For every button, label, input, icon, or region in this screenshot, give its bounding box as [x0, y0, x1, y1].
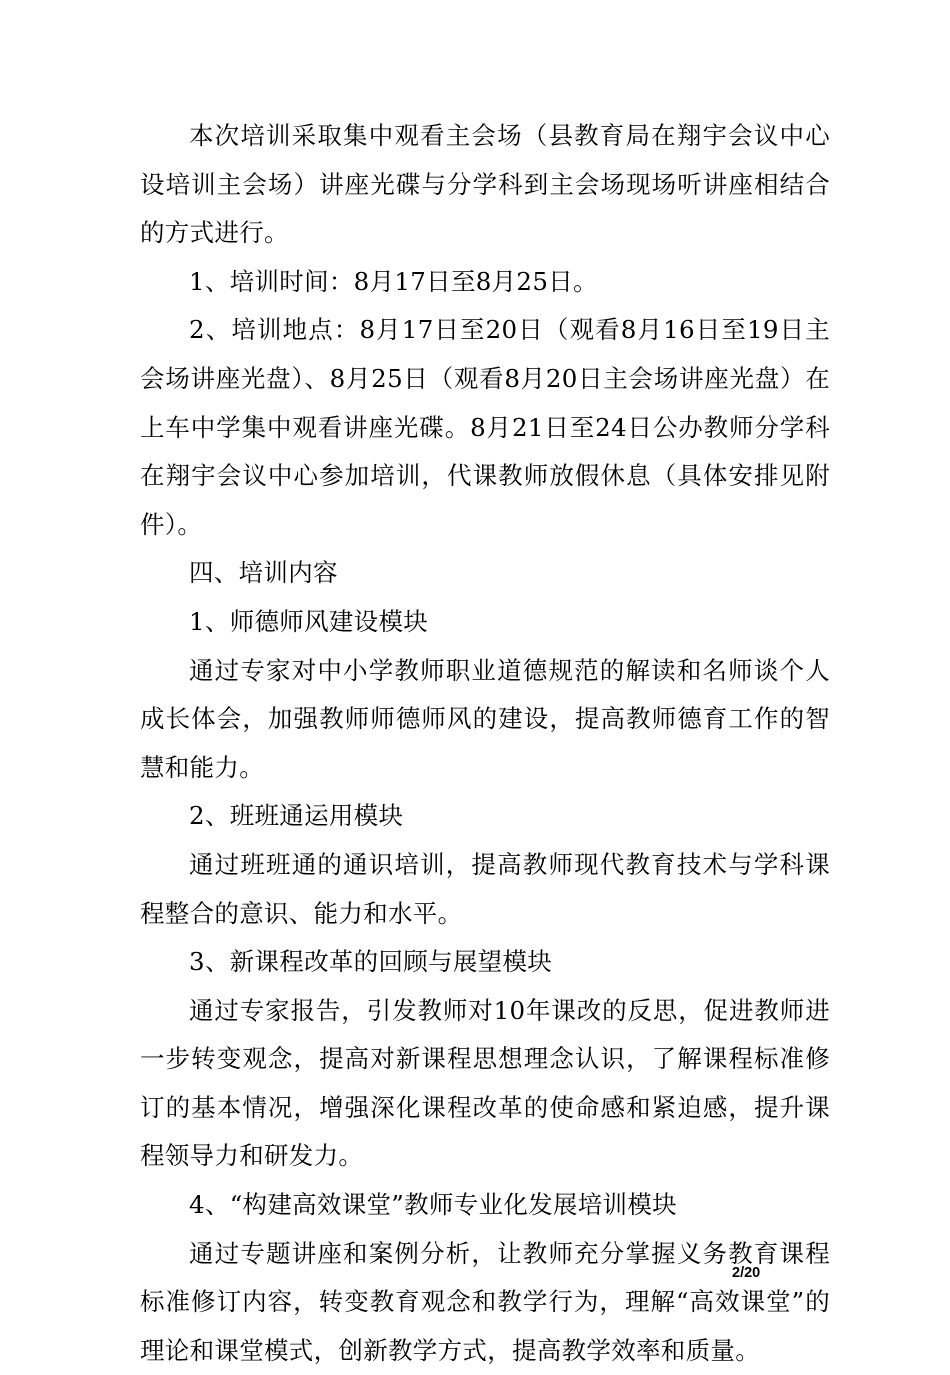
- paragraph-training-time: 1、培训时间：8月17日至8月25日。: [189, 266, 598, 296]
- module-heading-banbantong: 2、班班通运用模块: [189, 801, 404, 831]
- paragraph-banbantong-module: 通过班班通的通识培训，提高教师现代教育技术与学科课程整合的意识、能力和水平。: [140, 849, 830, 928]
- paragraph-training-location: 2、培训地点：8月17日至20日（观看8月16日至19日主会场讲座光盘）、8月25日（观看8月20日主会场讲座光盘）在上车中学集中观看讲座光碟。8月21日至24日公办教师分学科在翔宇会议中心参加培训，代课教师放假休息（具体安排见附件）。: [140, 315, 830, 539]
- page-number: 2/20: [732, 1265, 761, 1281]
- paragraph-efficient-classroom-module: 通过专题讲座和案例分析，让教师充分掌握义务教育课程标准修订内容，转变教育观念和教学行为，理解“高效课堂”的理论和课堂模式，创新教学方式，提高教学效率和质量。: [140, 1238, 830, 1365]
- paragraph-curriculum-reform-module: 通过专家报告，引发教师对10年课改的反思，促进教师进一步转变观念，提高对新课程思想理念认识，了解课程标准修订的基本情况，增强深化课程改革的使命感和紧迫感，提升课程领导力和研发力。: [140, 995, 830, 1171]
- section-heading-training-content: 四、培训内容: [189, 558, 338, 588]
- paragraph-ethics-module: 通过专家对中小学教师职业道德规范的解读和名师谈个人成长体会，加强教师师德师风的建设，提高教师德育工作的智慧和能力。: [140, 655, 830, 782]
- module-heading-curriculum-reform: 3、新课程改革的回顾与展望模块: [189, 947, 553, 977]
- paragraph-training-method: 本次培训采取集中观看主会场（县教育局在翔宇会议中心设培训主会场）讲座光碟与分学科到主会场现场听讲座相结合的方式进行。: [140, 121, 830, 248]
- document-body: [140, 112, 830, 1375]
- module-heading-ethics: 1、师德师风建设模块: [189, 606, 429, 636]
- module-heading-efficient-classroom: 4、“构建高效课堂”教师专业化发展培训模块: [189, 1190, 677, 1220]
